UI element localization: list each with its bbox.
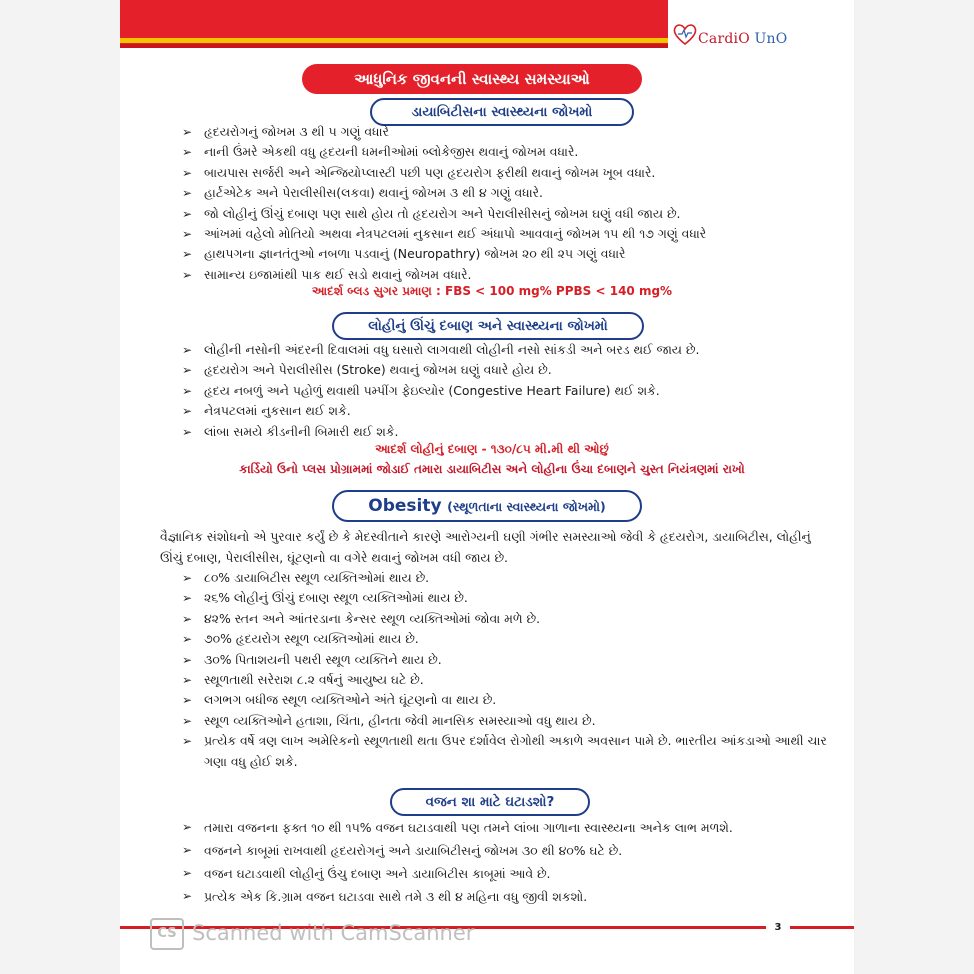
list-item: ➢ સ્થૂળતાથી સરેરાશ ૮.૨ વર્ષનું આયુષ્ય ઘટે છે.	[182, 670, 832, 690]
camscanner-logo-icon: CS	[150, 918, 184, 950]
arrow-bullet-icon: ➢	[182, 267, 193, 282]
obesity-heading-gu: (સ્થૂળતાના સ્વાસ્થ્યના જોખમો)	[447, 499, 606, 514]
list-item: ➢ લગભગ બધીજ સ્થૂળ વ્યક્તિઓને અંતે ઘૂંટણનો વા થાય છે.	[182, 690, 832, 710]
ideal-blood-sugar-note: આદર્શ બ્લડ સુગર પ્રમાણ : FBS < 100 mg% PPBS < 140 mg%	[311, 284, 673, 298]
list-item: ➢ લાંબા સમયે કીડનીની બિમારી થઈ શકે.	[182, 422, 699, 442]
logo-text-uno: UnO	[754, 31, 788, 47]
list-item: ➢ ૭૦% હૃદયરોગ સ્થૂળ વ્યક્તિઓમાં થાય છે.	[182, 629, 832, 649]
arrow-bullet-icon: ➢	[182, 125, 193, 139]
arrow-bullet-icon: ➢	[182, 820, 193, 834]
arrow-bullet-icon: ➢	[182, 404, 193, 419]
arrow-bullet-icon: ➢	[182, 424, 193, 439]
list-item: ➢ તમારા વજનના ફક્ત ૧૦ થી ૧૫% વજન ઘટાડવાથી પણ તમને લાંબા ગાળાના સ્વાસ્થ્યના અનેક લાભ મળશે.	[182, 816, 733, 839]
header-red-stripe	[120, 44, 668, 48]
cardio-uno-logo	[668, 0, 854, 56]
arrow-bullet-icon: ➢	[182, 734, 193, 749]
blood-pressure-risk-list	[182, 340, 699, 442]
list-item: ➢ વજન ઘટાડવાથી લોહીનું ઉંચુ દબાણ અને ડાયાબિટીસ કાબૂમાં આવે છે.	[182, 862, 733, 885]
arrow-bullet-icon: ➢	[182, 866, 193, 880]
ideal-blood-pressure-note: આદર્શ લોહીનું દબાણ - ૧૩૦/૮૫ મી.મી થી ઓછું	[375, 442, 609, 456]
list-item: ➢ નાની ઉંમરે એકથી વધુ હૃદયની ધમનીઓમાં બ્લોકેજીસ થવાનું જોખમ વધારે.	[182, 142, 706, 162]
arrow-bullet-icon: ➢	[182, 652, 193, 667]
list-item: ➢ નેત્રપટલમાં નુકસાન થઈ શકે.	[182, 401, 699, 421]
list-item: ➢ બાયપાસ સર્જરી અને એન્જિયોપ્લાસ્ટી પછી પણ હૃદયરોગ ફરીથી થવાનું જોખમ ખૂબ વધારે.	[182, 163, 706, 183]
arrow-bullet-icon: ➢	[182, 247, 193, 262]
list-item: ➢ જો લોહીનું ઊંચું દબાણ પણ સાથે હોય તો હૃદયરોગ અને પેરાલીસીસનું જોખમ ઘણું વધી જાય છે.	[182, 204, 706, 224]
list-item: ➢ ૮૦% ડાયાબિટીસ સ્થૂળ વ્યક્તિઓમાં થાય છે.	[182, 568, 832, 588]
page-number: 3	[766, 920, 790, 936]
arrow-bullet-icon: ➢	[182, 843, 193, 857]
arrow-bullet-icon: ➢	[182, 889, 193, 903]
arrow-bullet-icon: ➢	[182, 672, 193, 687]
heart-logo-icon	[672, 22, 698, 46]
header-yellow-stripe	[120, 38, 668, 43]
arrow-bullet-icon: ➢	[182, 363, 193, 378]
arrow-bullet-icon: ➢	[182, 186, 193, 201]
list-item: ➢ હાર્ટએટેક અને પેરાલીસીસ(લકવા) થવાનું જોખમ ૩ થી ૪ ગણું વધારે.	[182, 183, 706, 203]
arrow-bullet-icon: ➢	[182, 383, 193, 398]
arrow-bullet-icon: ➢	[182, 165, 193, 180]
obesity-heading-en: Obesity	[368, 496, 442, 516]
list-item: ➢ પ્રત્યેક વર્ષે ત્રણ લાખ અમેરિકનો સ્થૂળતાથી થતા ઉપર દર્શાવેલ રોગોથી અકાળે અવસાન પામે છે. ભારતીય આંકડાઓ આથી ચાર ગણા વધુ હોઈ શકે.	[182, 733, 827, 769]
list-item: ➢ હૃદય નબળું અને પહોળું થવાથી પમ્પીંગ ફેઇલ્યોર (Congestive Heart Failure) થઈ શકે.	[182, 381, 699, 401]
section-heading-diabetes-risks: ડાયાબિટીસના સ્વાસ્થ્યના જોખમો	[370, 98, 634, 126]
logo-text-cardio: CardiO	[698, 31, 755, 47]
arrow-bullet-icon: ➢	[182, 611, 193, 626]
list-item: ➢ પ્રત્યેક એક કિ.ગ્રામ વજન ઘટાડવા સાથે તમે ૩ થી ૪ મહિના વધુ જીવી શકશો.	[182, 885, 733, 908]
list-item: ➢ લોહીની નસોની અંદરની દિવાલમાં વધુ ઘસારો લાગવાથી લોહીની નસો સાંકડી અને બરડ થઈ જાય છે.	[182, 340, 699, 360]
page-title: આધુનિક જીવનની સ્વાસ્થ્ય સમસ્યાઓ	[302, 64, 642, 94]
arrow-bullet-icon: ➢	[182, 713, 193, 728]
arrow-bullet-icon: ➢	[182, 632, 193, 647]
obesity-intro-paragraph: વૈજ્ઞાનિક સંશોધનો એ પુરવાર કર્યું છે કે મેદસ્વીતાને કારણે આરોગ્યની ઘણી ગંભીર સમસ્યાઓ જેવી કે હૃદયરોગ, ડાયાબિટીસ, લોહીનું ઊંચું દબાણ, પેરાલીસીસ, ઘૂંટણનો વા વગેરે થવાનું જોખમ વધી જાય છે.	[160, 529, 811, 565]
document-page	[120, 0, 854, 974]
arrow-bullet-icon: ➢	[182, 206, 193, 221]
section-heading-blood-pressure-risks: લોહીનું ઊંચું દબાણ અને સ્વાસ્થ્યના જોખમો	[332, 312, 644, 340]
list-item: ➢ સ્થૂળ વ્યક્તિઓને હતાશા, ચિંતા, હીનતા જેવી માનસિક સમસ્યાઓ વધુ થાય છે.	[182, 711, 832, 731]
list-item: ➢ ૨૬% લોહીનું ઊંચું દબાણ સ્થૂળ વ્યક્તિઓમાં થાય છે.	[182, 588, 832, 608]
logo-text	[698, 31, 787, 47]
diabetes-risk-list	[182, 122, 706, 285]
list-item: ➢ ૩૦% પિતાશયની પથરી સ્થૂળ વ્યક્તિને થાય છે.	[182, 650, 832, 670]
obesity-risk-list	[182, 568, 832, 772]
list-item: ➢ હૃદયરોગ અને પેરાલીસીસ (Stroke) થવાનું જોખમ ઘણું વધારે હોય છે.	[182, 360, 699, 380]
weight-loss-benefits-list	[182, 816, 733, 908]
arrow-bullet-icon: ➢	[182, 226, 193, 241]
arrow-bullet-icon: ➢	[182, 571, 193, 585]
arrow-bullet-icon: ➢	[182, 693, 193, 708]
arrow-bullet-icon: ➢	[182, 591, 193, 606]
camscanner-watermark	[150, 916, 510, 950]
list-item: ➢ હાથપગના જ્ઞાનતંતુઓ નબળા પડવાનું (Neuropathry) જોખમ ૨૦ થી ૨૫ ગણું વધારે	[182, 244, 706, 264]
list-item: ➢ ૪૨% સ્તન અને આંતરડાના કેન્સર સ્થૂળ વ્યક્તિઓમાં જોવા મળે છે.	[182, 609, 832, 629]
list-item: ➢ સામાન્ય ઇજામાંથી પાક થઈ સડો થવાનું જોખમ વધારે.	[182, 265, 706, 285]
section-heading-obesity-risks	[332, 490, 642, 522]
list-item: ➢ વજનને કાબૂમાં રાખવાથી હૃદયરોગનું અને ડાયાબિટીસનું જોખમ ૩૦ થી ૪૦% ઘટે છે.	[182, 839, 733, 862]
list-item: ➢ આંખમાં વહેલો મોતિયો અથવા નેત્રપટલમાં નુકસાન થઈ અંધાપો આવવાનું જોખમ ૧૫ થી ૧૭ ગણું વધારે	[182, 224, 706, 244]
arrow-bullet-icon: ➢	[182, 145, 193, 160]
section-heading-why-lose-weight: વજન શા માટે ઘટાડશો?	[390, 788, 590, 816]
list-item: ➢ હૃદયરોગનું જોખમ ૩ થી ૫ ગણું વધારે	[182, 122, 706, 142]
arrow-bullet-icon: ➢	[182, 343, 193, 357]
camscanner-watermark-text: Scanned with CamScanner	[192, 921, 475, 945]
program-control-note: કાર્ડિયો ઉનો પ્લસ પ્રોગ્રામમાં જોડાઈ તમારા ડાયાબિટીસ અને લોહીના ઉંચા દબાણને ચુસ્ત નિયંત્રણમાં રાખો	[239, 462, 745, 476]
